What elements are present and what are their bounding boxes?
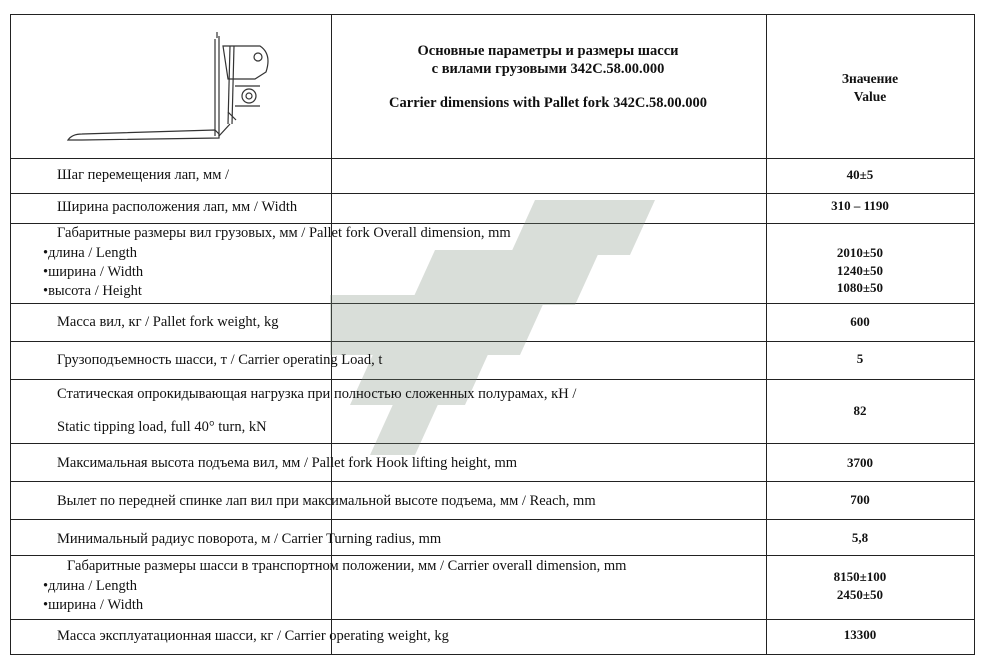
header-title-ru-1: Основные параметры и размеры шасси xyxy=(417,43,679,59)
row-divider xyxy=(11,158,974,159)
row-value: 700 xyxy=(850,492,870,507)
row-value: 1080±50 xyxy=(836,280,884,295)
row-value: 82 xyxy=(853,403,867,418)
row-label-en: Static tipping load, full 40° turn, kN xyxy=(57,419,267,435)
bullet-icon: • xyxy=(43,245,49,261)
bullet-icon: • xyxy=(43,264,49,280)
list-item: •ширина / Width xyxy=(43,597,144,613)
row-divider xyxy=(11,555,974,556)
bullet-icon: • xyxy=(43,578,49,594)
row-divider xyxy=(11,193,974,194)
value-header xyxy=(766,70,974,106)
row-divider xyxy=(11,519,974,520)
row-label: Масса эксплуатационная шасси, кг / Carrier operating weight, kg xyxy=(57,628,449,644)
value-header-ru: Значение xyxy=(841,71,899,86)
bullet-icon: • xyxy=(43,283,49,299)
row-value: 13300 xyxy=(843,627,877,642)
list-item: •длина / Length xyxy=(43,578,137,594)
header-title-ru-2: с вилами грузовыми 342C.58.00.000 xyxy=(431,61,665,77)
row-label: Габаритные размеры вил грузовых, мм / Pallet fork Overall dimension, mm xyxy=(57,225,511,241)
row-value: 8150±100 xyxy=(833,569,887,584)
row-divider xyxy=(11,619,974,620)
list-item: •ширина / Width xyxy=(43,264,144,280)
value-header-en: Value xyxy=(853,89,887,104)
row-label: Ширина расположения лап, мм / Width xyxy=(57,199,298,215)
row-label: Максимальная высота подъема вил, мм / Pallet fork Hook lifting height, mm xyxy=(57,455,517,471)
header-title-en: Carrier dimensions with Pallet fork 342C.58.00.000 xyxy=(389,95,707,111)
list-item: •высота / Height xyxy=(43,283,142,299)
row-value: 5 xyxy=(856,351,864,366)
row-value: 40±5 xyxy=(846,167,874,182)
row-label: Масса вил, кг / Pallet fork weight, kg xyxy=(57,314,279,330)
row-value: 1240±50 xyxy=(836,263,884,278)
row-value: 5,8 xyxy=(851,530,869,545)
row-label: Вылет по передней спинке лап вил при максимальной высоте подъема, мм / Reach, mm xyxy=(57,493,596,509)
header-title xyxy=(331,42,765,112)
pallet-fork-drawing-icon xyxy=(60,24,280,149)
row-label: Статическая опрокидывающая нагрузка при полностью сложенных полурамах, кН / xyxy=(57,386,577,402)
row-label: Грузоподъемность шасси, т / Carrier operating Load, t xyxy=(57,352,383,368)
row-value: 310 – 1190 xyxy=(831,198,889,213)
row-label: Габаритные размеры шасси в транспортном положении, мм / Carrier overall dimension, mm xyxy=(67,558,627,574)
row-label: Минимальный радиус поворота, м / Carrier Turning radius, mm xyxy=(57,531,442,547)
row-value: 2010±50 xyxy=(836,245,884,260)
bullet-icon: • xyxy=(43,597,49,613)
row-value: 3700 xyxy=(847,455,873,470)
row-value: 2450±50 xyxy=(836,587,884,602)
row-value: 600 xyxy=(850,314,870,329)
list-item: •длина / Length xyxy=(43,245,137,261)
row-label: Шаг перемещения лап, мм / xyxy=(57,167,230,183)
value-column-divider xyxy=(766,15,767,654)
